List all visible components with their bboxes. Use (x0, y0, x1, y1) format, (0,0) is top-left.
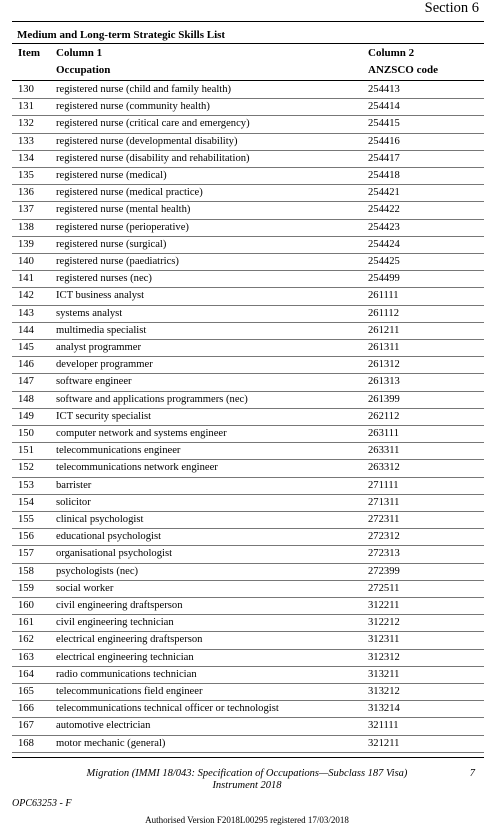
occupation-name: clinical psychologist (56, 514, 144, 525)
anzsco-code: 254417 (368, 152, 400, 164)
item-number: 131 (18, 101, 34, 113)
column-2-subheader: ANZSCO code (368, 64, 438, 76)
anzsco-code: 254418 (368, 170, 400, 181)
header-rule (12, 21, 484, 22)
item-number: 130 (18, 84, 34, 95)
table-row (12, 700, 484, 718)
anzsco-code: 272313 (368, 548, 400, 560)
item-number: 150 (18, 428, 34, 439)
table-row (12, 150, 484, 168)
item-number: 143 (18, 307, 34, 319)
anzsco-code: 272312 (368, 531, 400, 543)
occupation-name: electrical engineering draftsperson (56, 634, 203, 646)
occupation-name: computer network and systems engineer (56, 428, 227, 439)
table-row (12, 184, 484, 202)
occupation-name: registered nurse (surgical) (56, 238, 167, 250)
occupation-name: ICT business analyst (56, 290, 145, 302)
occupation-name: software engineer (56, 376, 132, 388)
occupation-name: motor mechanic (general) (56, 737, 166, 749)
anzsco-code: 321211 (368, 737, 400, 749)
anzsco-code: 263111 (368, 428, 399, 439)
occupation-name: registered nurse (developmental disability) (56, 135, 238, 147)
anzsco-code: 261112 (368, 307, 399, 319)
anzsco-code: 261313 (368, 376, 400, 388)
item-number: 146 (18, 359, 34, 371)
occupation-name: organisational psychologist (56, 548, 173, 560)
table-row (12, 614, 484, 632)
column-1-header: Column 1 (56, 47, 103, 59)
occupation-name: telecommunications technical officer or technologist (56, 703, 279, 715)
table-row (12, 717, 484, 735)
anzsco-code: 313214 (368, 703, 400, 715)
anzsco-code: 261211 (368, 324, 400, 336)
occupation-name: solicitor (56, 496, 91, 508)
anzsco-code: 263312 (368, 462, 400, 474)
table-row (12, 98, 484, 116)
item-number: 165 (18, 686, 34, 697)
item-number: 152 (18, 462, 34, 474)
occupation-name: telecommunications field engineer (56, 686, 203, 697)
anzsco-code: 254413 (368, 84, 400, 95)
anzsco-code: 272511 (368, 582, 400, 594)
item-number: 163 (18, 651, 34, 663)
item-number: 145 (18, 342, 34, 353)
anzsco-code: 312211 (368, 600, 400, 611)
anzsco-code: 271311 (368, 496, 400, 508)
table-row (12, 115, 484, 133)
item-number: 137 (18, 204, 34, 216)
occupation-name: registered nurse (critical care and emergency) (56, 118, 250, 130)
anzsco-code: 272399 (368, 565, 400, 577)
item-number: 149 (18, 410, 34, 422)
item-number: 159 (18, 582, 34, 594)
item-number: 166 (18, 703, 34, 715)
item-number: 138 (18, 221, 34, 233)
item-number: 133 (18, 135, 34, 147)
table-row (12, 167, 484, 185)
anzsco-code: 261311 (368, 342, 400, 353)
table-row (12, 287, 484, 305)
occupation-name: registered nurse (community health) (56, 101, 210, 113)
table-row (12, 305, 484, 323)
occupation-name: telecommunications engineer (56, 445, 181, 457)
item-number: 142 (18, 290, 34, 302)
table-row (12, 236, 484, 254)
section-label: Section 6 (424, 0, 479, 16)
occupation-name: telecommunications network engineer (56, 462, 218, 474)
item-number: 162 (18, 634, 34, 646)
anzsco-code: 321111 (368, 720, 399, 732)
table-row (12, 270, 484, 288)
instrument-title-line-2: Instrument 2018 (212, 779, 282, 791)
occupation-name: registered nurse (perioperative) (56, 221, 189, 233)
table-row (12, 81, 484, 99)
table-row (12, 322, 484, 340)
table-row (12, 477, 484, 495)
table-row (12, 597, 484, 615)
authorised-version-note: Authorised Version F2018L00295 registered 17/03/2018 (145, 815, 349, 825)
instrument-title-line-1: Migration (IMMI 18/043: Specification of Occupations—Subclass 187 Visa) (86, 768, 408, 779)
item-number: 157 (18, 548, 34, 560)
item-number: 135 (18, 170, 34, 181)
table-row (12, 133, 484, 151)
anzsco-code: 261399 (368, 393, 400, 405)
document-code: OPC63253 - F (12, 798, 72, 809)
occupation-name: registered nurse (paediatrics) (56, 256, 179, 267)
table-row (12, 219, 484, 237)
occupation-name: systems analyst (56, 307, 123, 319)
item-number: 151 (18, 445, 34, 457)
table-row (12, 442, 484, 460)
anzsco-code: 254423 (368, 221, 400, 233)
item-number: 132 (18, 118, 34, 130)
occupation-name: psychologists (nec) (56, 565, 139, 577)
page-number: 7 (469, 768, 475, 779)
occupation-name: civil engineering technician (56, 617, 174, 629)
item-number: 160 (18, 600, 34, 611)
item-number: 154 (18, 496, 34, 508)
anzsco-code: 312311 (368, 634, 400, 646)
anzsco-code: 263311 (368, 445, 400, 457)
item-number: 156 (18, 531, 34, 543)
anzsco-code: 313212 (368, 686, 400, 697)
footer-rule (12, 757, 484, 758)
anzsco-code: 312312 (368, 651, 400, 663)
occupation-name: registered nurse (child and family health) (56, 84, 232, 95)
occupation-name: registered nurse (disability and rehabilitation) (56, 152, 250, 164)
column-item-header: Item (18, 47, 40, 59)
occupation-name: multimedia specialist (56, 324, 147, 336)
table-row (12, 683, 484, 701)
table-row (12, 356, 484, 374)
item-number: 134 (18, 152, 34, 164)
table-row (12, 373, 484, 391)
table-row (12, 425, 484, 443)
table-row (12, 459, 484, 477)
table-row (12, 528, 484, 546)
column-1-subheader: Occupation (56, 64, 111, 76)
anzsco-code: 254414 (368, 101, 400, 113)
table-row (12, 563, 484, 581)
table-row (12, 649, 484, 667)
title-rule (12, 43, 484, 44)
anzsco-code: 254424 (368, 238, 400, 250)
column-2-header: Column 2 (368, 47, 415, 59)
item-number: 147 (18, 376, 34, 388)
anzsco-code: 254422 (368, 204, 400, 216)
anzsco-code: 262112 (368, 410, 400, 422)
anzsco-code: 254499 (368, 273, 400, 285)
table-row (12, 580, 484, 598)
anzsco-code: 271111 (368, 479, 399, 491)
table-title: Medium and Long-term Strategic Skills List (17, 29, 226, 41)
item-number: 148 (18, 393, 34, 405)
occupation-name: software and applications programmers (nec) (56, 393, 248, 405)
table-row (12, 545, 484, 563)
table-row (12, 253, 484, 271)
occupation-name: electrical engineering technician (56, 651, 194, 663)
occupation-name: social worker (56, 582, 114, 594)
occupation-name: automotive electrician (56, 720, 151, 732)
anzsco-code: 272311 (368, 514, 400, 525)
occupation-name: educational psychologist (56, 531, 162, 543)
anzsco-code: 254421 (368, 187, 400, 199)
item-number: 140 (18, 256, 34, 267)
table-row (12, 631, 484, 649)
item-number: 155 (18, 514, 34, 525)
occupation-name: registered nurse (medical practice) (56, 187, 203, 199)
item-number: 167 (18, 720, 34, 732)
item-number: 144 (18, 324, 34, 336)
occupation-name: registered nurses (nec) (56, 273, 152, 285)
occupation-name: ICT security specialist (56, 410, 152, 422)
instrument-title (0, 768, 494, 791)
occupation-name: registered nurse (mental health) (56, 204, 191, 216)
table-row (12, 735, 484, 753)
occupation-name: radio communications technician (56, 668, 197, 680)
table-row (12, 201, 484, 219)
item-number: 164 (18, 668, 34, 680)
item-number: 158 (18, 565, 34, 577)
item-number: 153 (18, 479, 34, 491)
table-row (12, 339, 484, 357)
occupation-name: registered nurse (medical) (56, 170, 167, 181)
anzsco-code: 254425 (368, 256, 400, 267)
occupation-name: barrister (56, 479, 92, 491)
anzsco-code: 312212 (368, 617, 400, 629)
table-row (12, 511, 484, 529)
item-number: 168 (18, 737, 34, 749)
table-row (12, 494, 484, 512)
anzsco-code: 261312 (368, 359, 400, 371)
occupation-name: civil engineering draftsperson (56, 600, 183, 611)
item-number: 139 (18, 238, 34, 250)
anzsco-code: 254416 (368, 135, 400, 147)
table-row (12, 408, 484, 426)
table-row (12, 666, 484, 684)
anzsco-code: 313211 (368, 668, 400, 680)
anzsco-code: 254415 (368, 118, 400, 130)
item-number: 161 (18, 617, 34, 629)
occupation-name: developer programmer (56, 359, 153, 371)
anzsco-code: 261111 (368, 290, 399, 302)
table-row (12, 391, 484, 409)
item-number: 136 (18, 187, 34, 199)
occupation-name: analyst programmer (56, 342, 142, 353)
item-number: 141 (18, 273, 34, 285)
